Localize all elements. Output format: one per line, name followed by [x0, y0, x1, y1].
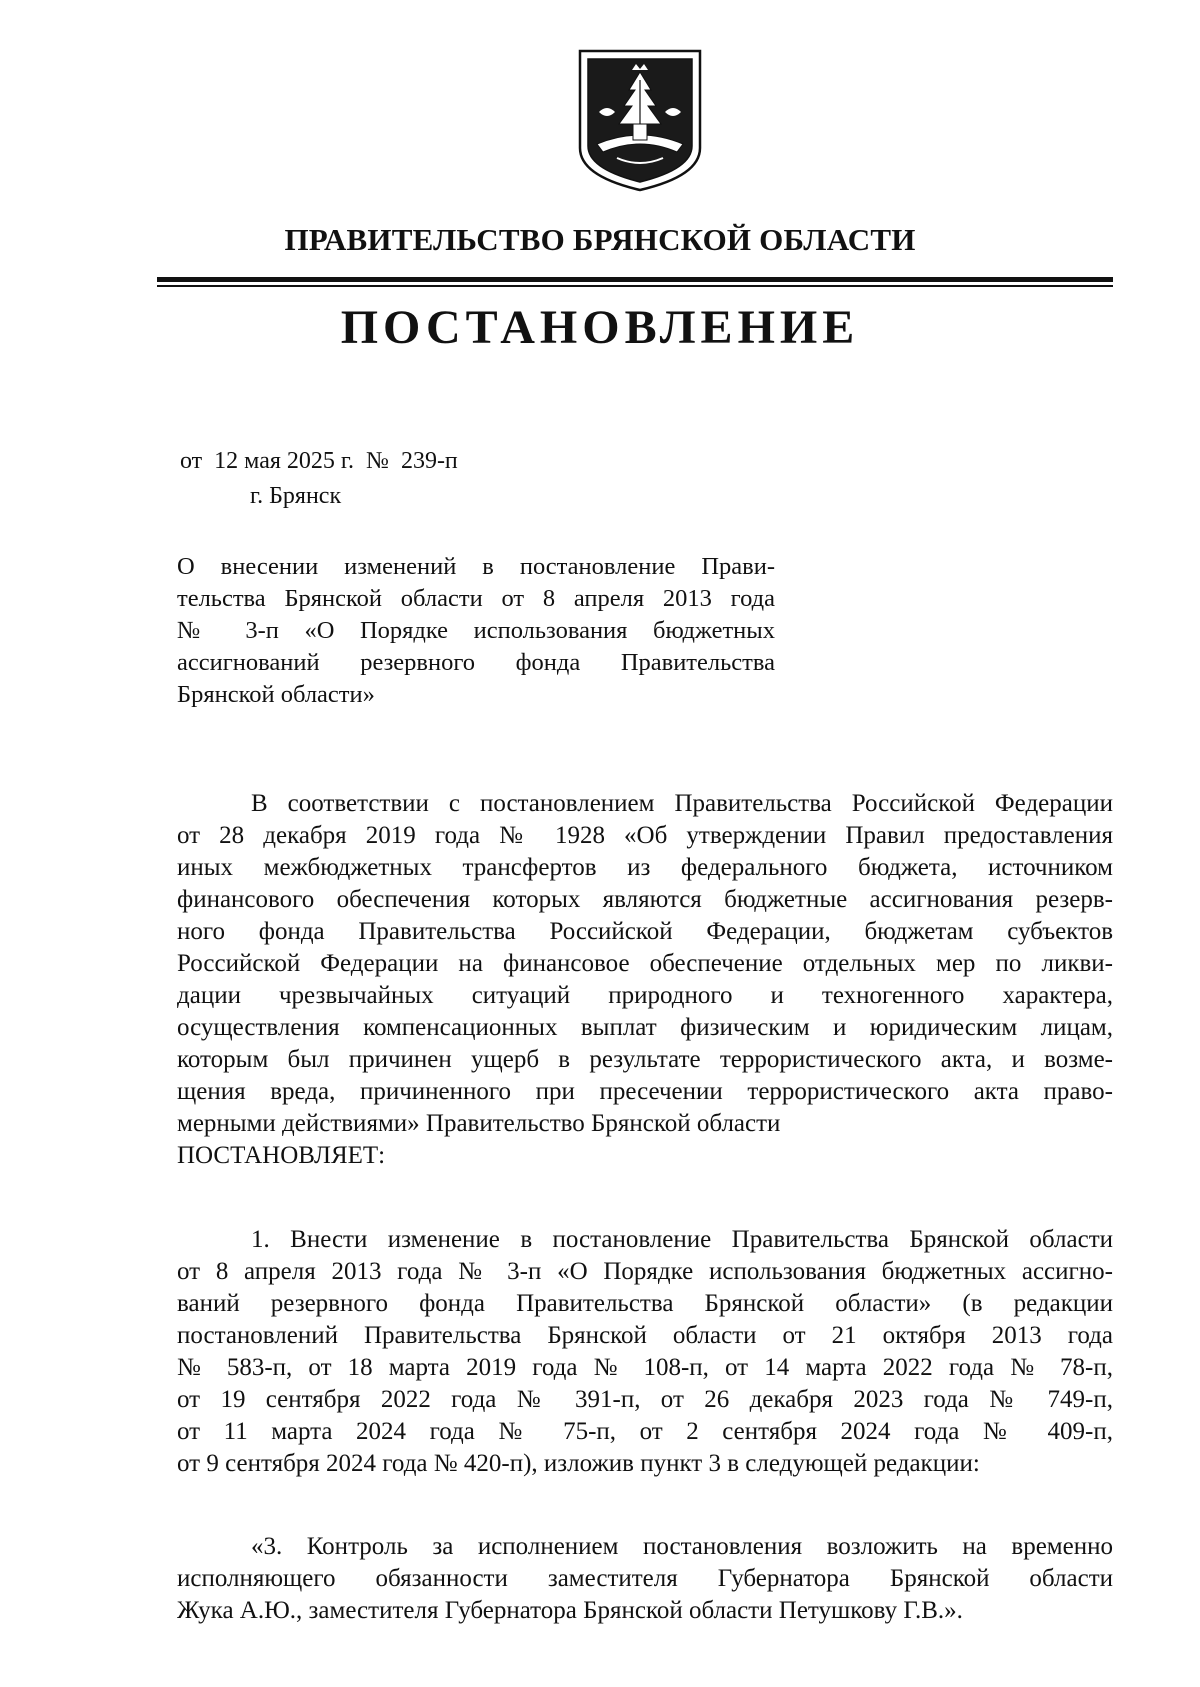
preamble-line: Российской Федерации на финансовое обеспечение отдельных мер по ликви- — [177, 950, 1113, 977]
clause-line: постановлений Правительства Брянской области от 21 октября 2013 года — [177, 1322, 1113, 1349]
document-type-title: ПОСТАНОВЛЕНИЕ — [340, 301, 860, 354]
clause-line: от 11 марта 2024 года № 75-п, от 2 сентября 2024 года № 409-п, — [177, 1418, 1113, 1445]
clause-1-paragraph — [177, 1224, 1113, 1480]
clause-line: от 19 сентября 2022 года № 391-п, от 26 декабря 2023 года № 749-п, — [177, 1386, 1113, 1413]
clause-line: № 583-п, от 18 марта 2019 года № 108-п, от 14 марта 2022 года № 78-п, — [177, 1354, 1113, 1381]
subject-line: тельства Брянской области от 8 апреля 2013 года — [177, 585, 775, 612]
document-number: 239-п — [400, 448, 458, 474]
quote-line: Жука А.Ю., заместителя Губернатора Брянской области Петушкову Г.В.». — [177, 1597, 963, 1624]
clause-line: от 9 сентября 2024 года № 420-п), изложив пункт 3 в следующей редакции: — [177, 1450, 980, 1477]
subject-line: Брянской области» — [177, 681, 375, 708]
resolves-keyword: ПОСТАНОВЛЯЕТ: — [177, 1142, 386, 1169]
clause-line: от 8 апреля 2013 года № 3-п «О Порядке использования бюджетных ассигно- — [177, 1258, 1113, 1285]
subject-line: ассигнований резервного фонда Правительства — [177, 649, 775, 676]
preamble-paragraph — [177, 788, 1113, 1172]
organization-title: ПРАВИТЕЛЬСТВО БРЯНСКОЙ ОБЛАСТИ — [284, 222, 916, 257]
preamble-line: которым был причинен ущерб в результате террористического акта, и возме- — [177, 1046, 1113, 1073]
header-rule-thick — [157, 277, 1113, 282]
quote-line: исполняющего обязанности заместителя Губернатора Брянской области — [177, 1565, 1113, 1592]
preamble-line: от 28 декабря 2019 года № 1928 «Об утверждении Правил предоставления — [177, 822, 1113, 849]
date-number-line — [180, 448, 458, 475]
preamble-line: дации чрезвычайных ситуаций природного и техногенного характера, — [177, 982, 1113, 1009]
preamble-line: щения вреда, причиненного при пресечении террористического акта право- — [177, 1078, 1113, 1105]
quote-line: «3. Контроль за исполнением постановления возложить на временно — [251, 1533, 1113, 1560]
clause-line: 1. Внести изменение в постановление Правительства Брянской области — [251, 1226, 1113, 1253]
preamble-line: осуществления компенсационных выплат физическим и юридическим лицам, — [177, 1014, 1113, 1041]
preamble-line: мерными действиями» Правительство Брянской области — [177, 1110, 781, 1137]
document-date: 12 мая 2025 г. — [214, 448, 355, 474]
date-prefix: от — [180, 448, 203, 474]
coat-of-arms-icon — [577, 48, 703, 193]
subject-line: О внесении изменений в постановление Прави- — [177, 553, 775, 580]
preamble-line: иных межбюджетных трансфертов из федерального бюджета, источником — [177, 854, 1113, 881]
city: г. Брянск — [250, 483, 342, 509]
clause-line: ваний резервного фонда Правительства Брянской области» (в редакции — [177, 1290, 1113, 1317]
preamble-line: финансового обеспечения которых являются бюджетные ассигнования резерв- — [177, 886, 1113, 913]
header-rule-thin — [157, 285, 1113, 287]
number-sign: № — [366, 448, 389, 474]
subject-line: № 3-п «О Порядке использования бюджетных — [177, 617, 775, 644]
document-subject — [177, 551, 775, 711]
preamble-line: ного фонда Правительства Российской Федерации, бюджетам субъектов — [177, 918, 1113, 945]
preamble-line: В соответствии с постановлением Правительства Российской Федерации — [251, 790, 1113, 817]
clause-1-quote-paragraph — [177, 1531, 1113, 1627]
